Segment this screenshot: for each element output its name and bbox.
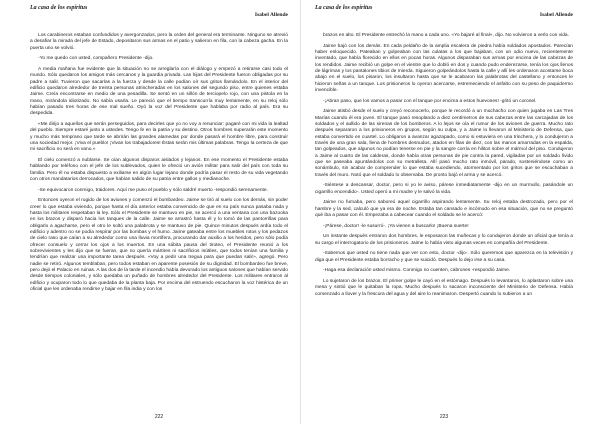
running-title: La casa de los espíritus [315,5,373,11]
page-body [30,33,288,294]
paragraph: «Me dirijo a aquellos que serán perseguidos, para decirles que yo no voy a renunciar: pagaré con mi vida la lealtad del pueblo. Siempre estaré junto a ustedes. Tengo fe en la patria y su destino. Otros hombres superarán este momento y mucho más temprano que tarde se abrirán las grandes alamedas por donde pasará el hombre libre, para construir una sociedad mejor. ¡Viva el pueblo! ¡Vivan los trabajadores! Éstas serán mis últimas palabras. Tengo la certeza de que mi sacrificio no será en vano.» [30,122,288,153]
paragraph: -Haga esa declaración usted mismo. Conmigo no cuenten, cabrones -respondió Jaime. [323,268,511,274]
paragraph: -¡Párese, doctor! -le susurró-. ¡Ya vienen a buscarlo! ¡Buena suerte! [323,223,469,229]
right-page [300,0,600,424]
paragraph: -Sabemos que usted no tiene nada que ver con esto, doctor -dijo-. Sólo queremos que aparezca en la televisión y diga que el Presidente estaba borracho y que se suicidó. Después lo dejo irse a su casa. [315,251,573,263]
paragraph: Lo sujetaron de los brazos. El primer golpe le cayó en el estómago. Después lo levantaron, lo aplastaron sobre una mesa y sintió que le quitaban la ropa. Mucho después lo sacaron inconsciente del Ministerio de Defensa. Había comenzado a llover y la frescura del agua y del aire lo reanimaron. Despertó cuando lo subieron a un [315,278,573,297]
paragraph: Jaime no fumaba, pero saboreó aquel cigarrillo aspirando lentamente. Su reloj estaba destrozado, pero por el hambre y la sed, calculó que ya era de noche. Estaba tan cansado e incómodo en esa situación, que no se preguntó qué iba a pasar con él. Empezaba a cabecear cuando el soldado se le acercó: [315,200,573,219]
paragraph: Jaime atisbó desde el suelo y creyó reconocerlo, porque le recordó a un muchacho con quien jugaba en Las Tres Marías cuando él era joven. El tanque pasó resoplando a diez centímetros de sus cabezas entre las carcajadas de los soldados y el aullido de las sirenas de los bomberos. A lo lejos se oía el rumor de los aviones de guerra. Mucho rato después separaron a los prisioneros en grupos, según su culpa, y a Jaime lo llevaron al Ministerio de Defensa, que estaba convertido en cuartel. Lo obligaron a avanzar agazapado, como si estuviera en una trinchera, y lo condujeron a través de una gran sala, llena de hombres desnudos, atados en filas de diez, con las manos amarradas en la espalda, tan golpeados, que algunos no podían tenerse en pie y la sangre corría en hilitos sobre el mármol del piso. Condujeron a Jaime al cuarto de las calderas, donde había otras personas de pie contra la pared, vigiladas por un soldado lívido que se paseaba apuntándolos con su metralleta. Allí pasó mucho rato inmóvil, parado, sosteniéndose como un sonámbulo, sin acabar de comprender lo que estaba sucediendo, atormentado por los gritos que se escuchaban a través del muro. Notó que el soldado lo observaba. De pronto bajó el arma y se acercó. [315,109,573,178]
page-number: 222 [154,414,164,420]
paragraph: -Se equivocaron conmigo, traidores. Aquí me puso el pueblo y sólo saldré muerto -respondió serenamente. [38,187,268,193]
paragraph: A media mañana fue evidente que la situación no se arreglaría con el diálogo y empezó a retirarse casi todo el mundo. Sólo quedaron los amigos más cercanos y la guardia privada. Las hijas del Presidente fueron obligadas por su padre a salir. Tuvieron que sacarlas a la fuerza y desde la calle podían oír sus gritos llamándolo. En el interior del edificio quedaron alrededor de treinta personas atrincheradas en los salones del segundo piso, entre quienes estaba Jaime. Creía encontrarse en medio de una pesadilla. Se sentó en un sillón de terciopelo rojo, con una pistola en la mano, mirándola idiotizado. No sabía usarla. Le pareció que el tiempo transcurría muy lentamente, en su reloj sólo habían pasado tres horas de ese mal sueño. Oyó la voz del Presidente que hablaba por radio al país. Era su despedida. [30,66,288,117]
running-title: La casa de los espíritus [30,5,88,11]
paragraph: Entonces oyeron el rugido de los aviones y comenzó el bombardeo. Jaime se tiró al suelo con los demás, sin poder creer lo que estaba viviendo, porque hasta el día anterior estaba convencido de que en su país nunca pasaba nada y hasta los militares respetaban la ley. Sólo el Presidente se mantuvo en pie, se acercó a una ventana con una bazooka en los brazos y disparó hacia los tanques de la calle. Jaime se arrastró hasta él y lo tomó de las pantorrillas para obligarlo a agacharse, pero el otro le soltó una palabrota y se mantuvo de pie. Quince minutos después ardía todo el edificio y adentro no se podía respirar por las bombas y el humo. Jaime gateaba entre los muebles rotos y los pedazos de cielo raso que caían a su alrededor como una lluvia mortífera, procurando dar auxilio a los heridos, pero sólo podía ofrecer consuelo y cerrar los ojos a los muertos. En una súbita pausa del tiroteo, el Presidente reunió a los sobrevivientes y les dijo que se fueran, que no quería mártires ni sacrificios inútiles, que todos tenían una familia y tendrían que realizar una importante tarea después. «Voy a pedir una tregua para que puedan salir», agregó. Pero nadie se retiró. Algunos temblaban, pero todos estaban en aparente posesión de su dignidad. El bombardeo fue breve, pero dejó el Palacio en ruinas. A las dos de la tarde el incendio había devorado los antiguos salones que habían servido desde tiempos coloniales, y sólo quedaba un puñado de hombres alrededor del Presidente. Los militares entraron al edificio y ocuparon todo lo que quedaba de la planta baja. Por encima del estruendo escucharon la voz histérica de un oficial que les ordenaba rendirse y bajar en fila india y con los [30,198,288,293]
paragraph: El cielo comenzó a nublarse. Se oían algunos disparos aislados y lejanos. En ese momento el Presidente estaba hablando por teléfono con el jefe de los sublevados, quien le ofreció un avión militar para salir del país con toda su familia. Pero él no estaba dispuesto a exiliarse en algún lugar lejano donde podría pasar el resto de su vida vegetando con otros mandatarios derrocados, que habían salido de su patria entre gallos y medianoche. [30,158,288,183]
running-author: Isabel Allende [539,12,573,18]
paragraph: Los carabineros estaban confundidos y avergonzados, pero la orden del general era terminante. Ninguno se atrevió a desafiar la mirada del jefe de Estado, depositaron sus armas en el patio y salieron en fila, con la cabeza gacha. En la puerta uno se volvió. [30,33,288,51]
paragraph: Un instante después entraron dos hombres, le esposaron las muñecas y lo condujeron donde un oficial que tenía a su cargo el interrogatorio de los prisioneros. Jaime lo había visto algunas veces en compañía del Presidente. [315,234,573,246]
page-number: 223 [439,414,449,420]
paragraph: -Siéntese a descansar, doctor, pero si yo le aviso, párese inmediatamente -dijo en un murmullo, pasándole un cigarrillo encendido-. Usted operó a mi madre y le salvó la vida. [315,183,573,195]
paragraph: -¡Abran paso, que los vamos a pasar con el tanque por encima a estos huevones! -gritó un coronel. [323,98,537,104]
paragraph: -Yo me quedo con usted, compañero Presidente -dijo. [38,56,154,62]
paragraph: brazos en alto. El Presidente estrechó la mano a cada uno. «Yo bajaré al final», dijo. No volvieron a verlo con vida. [323,33,569,38]
page-body [315,33,573,298]
paragraph: Jaime bajó con los demás. En cada peldaño de la amplia escalera de piedra había soldados apostados. Parecían haber enloquecido. Pateaban y golpeaban con las culatas a los que bajaban, con un odio nuevo, recientemente inventado, que había florecido en ellos en pocas horas. Algunos disparaban sus armas por encima de las cabezas de los rendidos. Jaime recibió un golpe en el vientre que lo dobló en dos y cuando pudo enderezarse, tenía los ojos llenos de lágrimas y los pantalones tibios de mierda. Siguieron golpeándolos hasta la calle y allí les ordenaron acostarse boca abajo en el suelo, los pisaron, los insultaron hasta que se le acabaron las palabrotas del castellano y entonces le hicieron señas a un tanque. Los prisioneros lo oyeron acercarse, estremeciendo el asfalto con su peso de paquidermo invencible. [315,43,573,94]
running-author: Isabel Allende [254,12,288,18]
